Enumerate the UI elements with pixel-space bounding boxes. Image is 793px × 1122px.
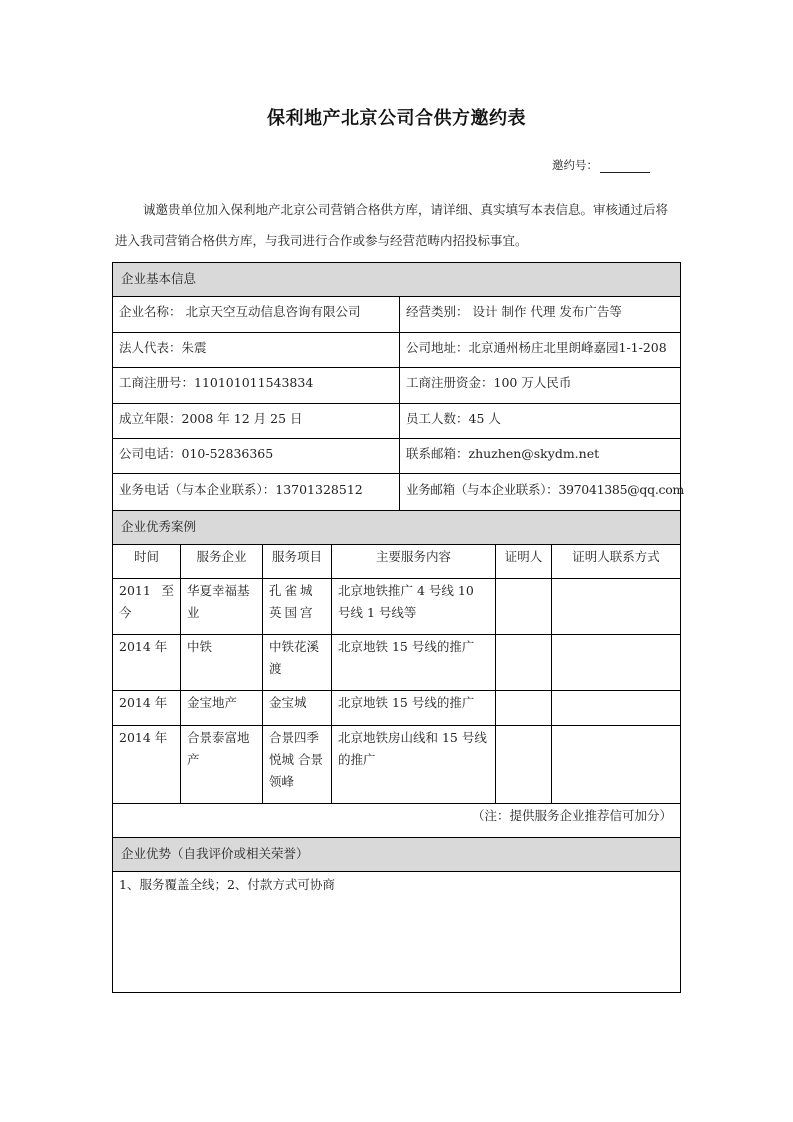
advantages-content: 1、服务覆盖全线；2、付款方式可协商 [119, 877, 335, 892]
legal-representative: 法人代表：朱震 [119, 340, 207, 355]
case-client: 华夏幸福基业 [187, 583, 250, 620]
contact-email: 联系邮箱：zhuzhen@skydm.net [406, 446, 600, 461]
business-category: 经营类别： 设计 制作 代理 发布广告等 [406, 304, 622, 319]
case-time: 2014 年 [119, 695, 168, 710]
case-time-now: 今 [119, 605, 132, 620]
section-cases: 企业优秀案例 [113, 511, 680, 544]
col-project: 服务项目 [271, 549, 322, 564]
business-phone: 业务电话（与本企业联系）：13701328512 [119, 482, 363, 497]
case-content: 北京地铁房山线和 15 号线的推广 [338, 730, 487, 767]
case-time-to: 至 [161, 583, 174, 598]
case-content: 北京地铁 15 号线的推广 [338, 695, 475, 710]
section-basic-info: 企业基本信息 [113, 263, 680, 296]
col-content: 主要服务内容 [375, 549, 451, 564]
case-time-year: 2011 [119, 583, 151, 598]
case-client: 合景泰富地产 [187, 730, 250, 767]
invite-number-blank[interactable] [600, 160, 650, 173]
case-content: 北京地铁推广 4 号线 10 号线 1 号线等 [338, 583, 474, 620]
employee-count: 员工人数：45 人 [406, 411, 501, 426]
invite-number-label: 邀约号： [552, 158, 598, 172]
section-advantages: 企业优势（自我评价或相关荣誉） [113, 838, 680, 871]
invite-number [552, 157, 650, 173]
case-time: 2014 年 [119, 639, 168, 654]
established-date: 成立年限：2008 年 12 月 25 日 [119, 411, 303, 426]
case-project: 孔雀城英国宫 [269, 583, 316, 620]
business-email: 业务邮箱（与本企业联系）：397041385@qq.com [406, 482, 684, 497]
registered-capital: 工商注册资金：100 万人民币 [406, 375, 572, 390]
col-witness: 证明人 [504, 549, 543, 564]
col-witness-contact: 证明人联系方式 [572, 549, 660, 564]
case-project: 合景四季悦城 合景领峰 [269, 730, 323, 789]
intro-paragraph: 诚邀贵单位加入保利地产北京公司营销合格供方库，请详细、真实填写本表信息。审核通过后将进入我司营销合格供方库，与我司进行合作或参与经营范畴内招投标事宜。 [115, 202, 669, 248]
case-project: 中铁花溪渡 [269, 639, 320, 676]
case-client: 金宝地产 [187, 695, 238, 710]
case-client: 中铁 [187, 639, 213, 654]
company-phone: 公司电话：010-52836365 [119, 446, 274, 461]
case-content: 北京地铁 15 号线的推广 [338, 639, 475, 654]
registration-number: 工商注册号：110101011543834 [119, 375, 314, 390]
col-time: 时间 [133, 549, 159, 564]
cases-note: （注：提供服务企业推荐信可加分） [471, 808, 672, 823]
col-client: 服务企业 [196, 549, 247, 564]
case-time: 2014 年 [119, 730, 168, 745]
table-row [113, 580, 180, 624]
case-project: 金宝城 [269, 695, 307, 710]
company-address: 公司地址：北京通州杨庄北里朗峰嘉园1-1-208 [406, 340, 667, 355]
company-name: 企业名称： 北京天空互动信息咨询有限公司 [119, 304, 361, 319]
page-title: 保利地产北京公司合供方邀约表 [267, 108, 526, 129]
